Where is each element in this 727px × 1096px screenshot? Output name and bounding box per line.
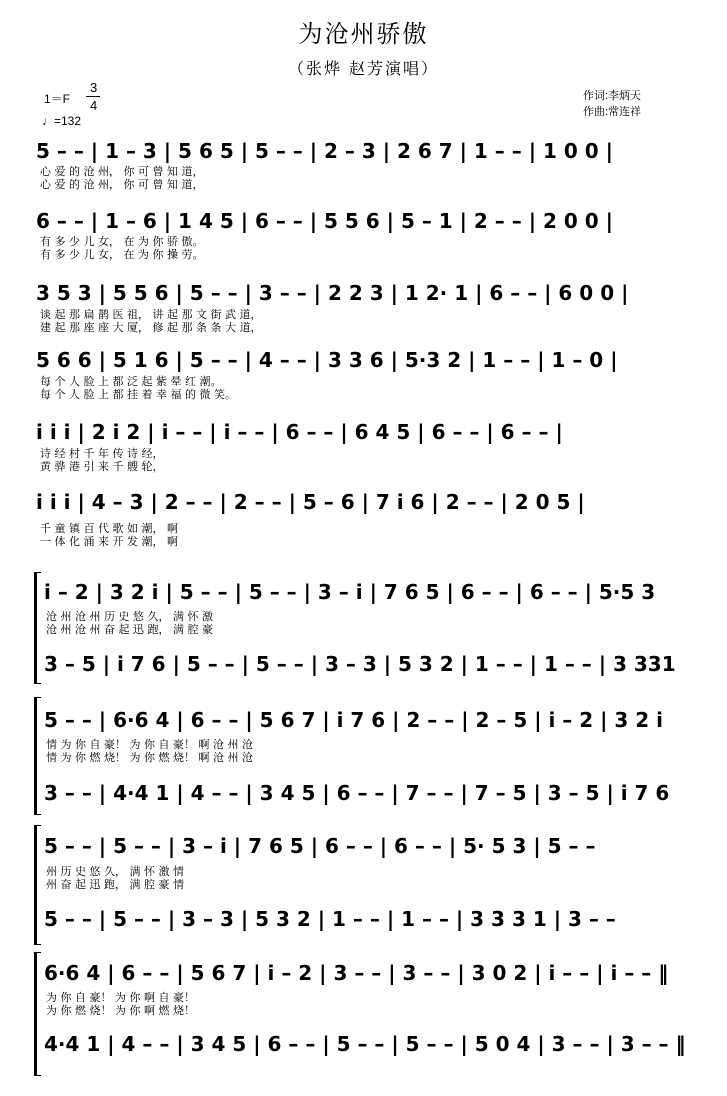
notation-line-part-2: 4·4 1 | 4 – – | 3 4 5 | 6 – – | 5 – – | 5 – – | 5 0 4 | 3 – – | 3 – – ‖ [44,1032,686,1056]
system-brace [34,697,41,815]
key-signature: 1＝F [44,92,71,106]
notation-line: i i i | 2 i 2 | i – – | i – – | 6 – – | 6 4 5 | 6 – – | 6 – – | [36,420,563,444]
lyric-line-verse-1: 千 童 镇 百 代 歌 如 潮， 啊 [40,522,178,535]
lyric-line-verse-1: 情 为 你 自 豪！ 为 你 自 豪！ 啊 沧 州 沧 [46,738,253,751]
lyric-line-verse-1: 诗 经 村 千 年 传 诗 经， [40,447,164,460]
lyric-line-verse-2: 一 体 化 涌 来 开 发 潮， 啊 [40,535,178,548]
time-signature-bottom: 4 [90,98,98,113]
notation-line-part-1: i – 2 | 3 2 i | 5 – – | 5 – – | 3 – i | 7 6 5 | 6 – – | 6 – – | 5·5 3 [44,580,656,604]
lyric-line-verse-2: 为 你 燃 烧！ 为 你 啊 燃 烧！ [46,1004,195,1017]
lyric-line-verse-1: 州 历 史 悠 久， 满 怀 激 情 [46,865,184,878]
notation-line-part-2: 5 – – | 5 – – | 3 – 3 | 5 3 2 | 1 – – | 1 – – | 3 3 3 1 | 3 – – [44,907,616,931]
lyric-line-verse-2: 情 为 你 燃 烧！ 为 你 燃 烧！ 啊 沧 州 沧 [46,751,253,764]
notation-line: i i i | 4 – 3 | 2 – – | 2 – – | 5 – 6 | 7 i 6 | 2 – – | 2 0 5 | [36,490,585,514]
lyricist-credit: 作词:李炳天 [583,90,642,102]
lyric-line-verse-1: 谈 起 那 扁 鹊 医 祖， 讲 起 那 文 街 武 道， [40,308,262,321]
system-brace [34,572,41,684]
notation-line: 6 – – | 1 – 6 | 1 4 5 | 6 – – | 5 5 6 | 5 – 1 | 2 – – | 2 0 0 | [36,209,613,233]
composer-credit: 作曲:常连祥 [583,106,642,118]
lyric-line-verse-1: 沧 州 沧 州 历 史 悠 久， 满 怀 激 [46,610,213,623]
song-title: 为沧州骄傲 [298,20,429,48]
lyric-line-verse-2: 每 个 人 脸 上 都 挂 着 幸 福 的 微 笑。 [40,388,236,401]
lyric-line-verse-1: 心 爱 的 沧 州， 你 可 曾 知 道， [40,165,204,178]
notation-line-part-2: 3 – 5 | i 7 6 | 5 – – | 5 – – | 3 – 3 | 5 3 2 | 1 – – | 1 – – | 3 331 [44,652,676,676]
performers-subtitle: （张烨 赵芳演唱） [287,59,440,78]
lyric-line-verse-2: 黄 骅 港 引 来 千 艘 轮， [40,460,164,473]
notation-line: 5 – – | 1 – 3 | 5 6 5 | 5 – – | 2 – 3 | 2 6 7 | 1 – – | 1 0 0 | [36,139,613,163]
credits [583,88,641,120]
notation-line-part-1: 5 – – | 6·6 4 | 6 – – | 5 6 7 | i 7 6 | 2 – – | 2 – 5 | i – 2 | 3 2 i [44,708,664,732]
notation-line: 3 5 3 | 5 5 6 | 5 – – | 3 – – | 2 2 3 | 1 2· 1 | 6 – – | 6 0 0 | [36,281,629,305]
time-signature-top: 3 [90,80,98,95]
lyric-line-verse-2: 建 起 那 座 座 大 厦， 修 起 那 条 条 大 道， [40,321,262,334]
tempo-marking: ♩=132 [42,114,82,128]
notation-line-part-1: 5 – – | 5 – – | 3 – i | 7 6 5 | 6 – – | 6 – – | 5· 5 3 | 5 – – [44,834,596,858]
lyric-line-verse-2: 有 多 少 儿 女， 在 为 你 操 劳。 [40,248,204,261]
lyric-line-verse-1: 每 个 人 脸 上 都 泛 起 紫 晕 红 潮。 [40,375,222,388]
system-brace [34,952,41,1076]
lyric-line-verse-2: 沧 州 沧 州 奋 起 迅 跑， 满 腔 豪 [46,623,213,636]
notation-line-part-1: 6·6 4 | 6 – – | 5 6 7 | i – 2 | 3 – – | 3 – – | 3 0 2 | i – – | i – – ‖ [44,961,669,985]
notation-line-part-2: 3 – – | 4·4 1 | 4 – – | 3 4 5 | 6 – – | 7 – – | 7 – 5 | 3 – 5 | i 7 6 [44,781,670,805]
lyric-line-verse-2: 心 爱 的 沧 州， 你 可 曾 知 道， [40,178,204,191]
lyric-line-verse-1: 为 你 自 豪！ 为 你 啊 自 豪！ [46,991,195,1004]
lyric-line-verse-2: 州 奋 起 迅 跑， 满 腔 豪 情 [46,878,184,891]
time-signature-line [86,96,100,97]
notation-line: 5 6 6 | 5 1 6 | 5 – – | 4 – – | 3 3 6 | 5·3 2 | 1 – – | 1 – 0 | [36,348,618,372]
system-brace [34,825,41,945]
lyric-line-verse-1: 有 多 少 儿 女， 在 为 你 骄 傲。 [40,235,204,248]
